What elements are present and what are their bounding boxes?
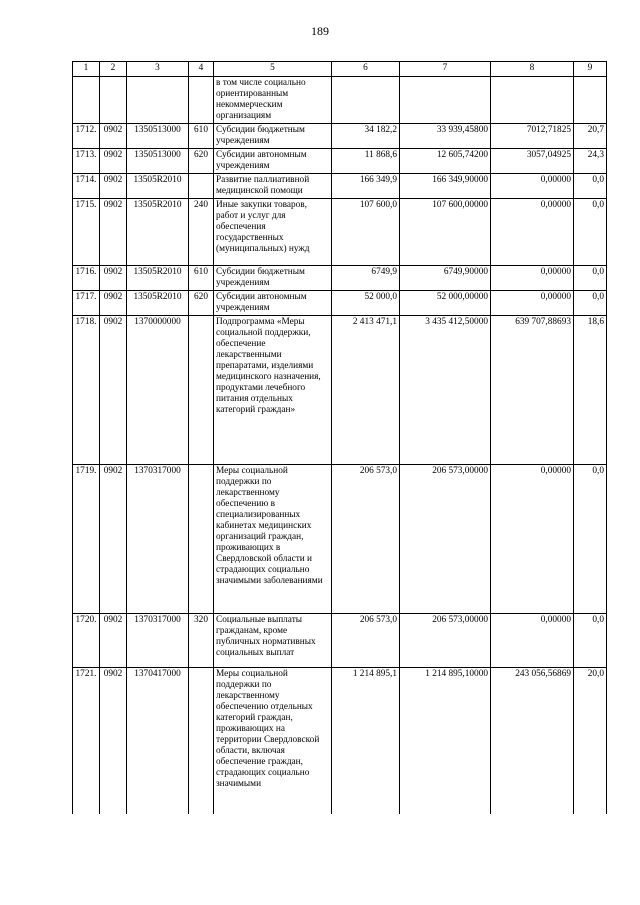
table-row (73, 614, 607, 668)
cell-empty (100, 77, 127, 124)
table-row (73, 149, 607, 174)
cell-empty (491, 77, 574, 124)
target-article-code: 13505R2010 (127, 199, 189, 266)
execution-percent: 18,6 (574, 316, 607, 465)
row-name: Субсидии автономным учреждениям (214, 149, 332, 174)
row-name: Меры социальной поддержки по лекарственному обеспечению отдельных категорий граждан, проживающих на территории Свердловской области, включая обеспечение граждан, страдающих социально значимыми (214, 668, 332, 815)
row-name: Социальные выплаты гражданам, кроме публичных нормативных социальных выплат (214, 614, 332, 668)
plan-amount: 34 182,2 (332, 124, 400, 149)
row-number: 1715. (73, 199, 100, 266)
plan-amount: 206 573,0 (332, 614, 400, 668)
cell-empty (332, 77, 400, 124)
expense-type-code: 620 (189, 149, 214, 174)
table-row (73, 668, 607, 815)
approved-amount: 107 600,00000 (400, 199, 491, 266)
execution-percent: 0,0 (574, 266, 607, 291)
expense-type-code: 620 (189, 291, 214, 316)
row-number: 1719. (73, 465, 100, 614)
executed-amount: 0,00000 (491, 199, 574, 266)
approved-amount: 52 000,00000 (400, 291, 491, 316)
table-row (73, 174, 607, 199)
row-number: 1718. (73, 316, 100, 465)
executed-amount: 639 707,88693 (491, 316, 574, 465)
approved-amount: 206 573,00000 (400, 465, 491, 614)
executed-amount: 243 056,56869 (491, 668, 574, 815)
continuation-row (73, 77, 607, 124)
row-name: Субсидии автономным учреждениям (214, 291, 332, 316)
cell-empty (73, 77, 100, 124)
row-name: Субсидии бюджетным учреждениям (214, 124, 332, 149)
page-number: 189 (311, 24, 329, 38)
plan-amount: 1 214 895,1 (332, 668, 400, 815)
approved-amount: 6749,90000 (400, 266, 491, 291)
approved-amount: 12 605,74200 (400, 149, 491, 174)
approved-amount: 3 435 412,50000 (400, 316, 491, 465)
expense-type-code (189, 668, 214, 815)
table-row (73, 124, 607, 149)
plan-amount: 11 868,6 (332, 149, 400, 174)
section-code: 0902 (100, 149, 127, 174)
row-number: 1717. (73, 291, 100, 316)
target-article-code: 1370417000 (127, 668, 189, 815)
target-article-code: 13505R2010 (127, 174, 189, 199)
plan-amount: 2 413 471,1 (332, 316, 400, 465)
row-name: Развитие паллиативной медицинской помощи (214, 174, 332, 199)
row-number: 1714. (73, 174, 100, 199)
target-article-code: 1370317000 (127, 614, 189, 668)
plan-amount: 6749,9 (332, 266, 400, 291)
expense-type-code: 240 (189, 199, 214, 266)
plan-amount: 206 573,0 (332, 465, 400, 614)
expense-type-code: 610 (189, 124, 214, 149)
row-name: Иные закупки товаров, работ и услуг для обеспечения государственных (муниципальных) нужд (214, 199, 332, 266)
table-row (73, 465, 607, 614)
column-header: 8 (491, 62, 574, 77)
section-code: 0902 (100, 614, 127, 668)
approved-amount: 33 939,45800 (400, 124, 491, 149)
row-number: 1712. (73, 124, 100, 149)
column-header: 3 (127, 62, 189, 77)
execution-percent: 0,0 (574, 465, 607, 614)
row-number: 1720. (73, 614, 100, 668)
column-header: 4 (189, 62, 214, 77)
target-article-code: 1370000000 (127, 316, 189, 465)
executed-amount: 7012,71825 (491, 124, 574, 149)
table-row (73, 291, 607, 316)
execution-percent: 24,3 (574, 149, 607, 174)
target-article-code: 1350513000 (127, 124, 189, 149)
row-name: Меры социальной поддержки по лекарственному обеспечению в специализированных кабинетах медицинских организаций граждан, проживающих в Свердловской области и страдающих социально значимыми заболеваниями (214, 465, 332, 614)
target-article-code: 13505R2010 (127, 291, 189, 316)
target-article-code: 1350513000 (127, 149, 189, 174)
approved-amount: 206 573,00000 (400, 614, 491, 668)
continuation-text: в том числе социально ориентированным некоммерческим организациям (214, 77, 332, 124)
cell-empty (574, 77, 607, 124)
execution-percent: 0,0 (574, 174, 607, 199)
row-name: Подпрограмма «Меры социальной поддержки, обеспечение лекарственными препаратами, изделиями медицинского назначения, продуктами лечебного питания отдельных категорий граждан» (214, 316, 332, 465)
section-code: 0902 (100, 266, 127, 291)
approved-amount: 166 349,90000 (400, 174, 491, 199)
executed-amount: 0,00000 (491, 465, 574, 614)
executed-amount: 0,00000 (491, 291, 574, 316)
plan-amount: 166 349,9 (332, 174, 400, 199)
section-code: 0902 (100, 174, 127, 199)
expense-type-code: 610 (189, 266, 214, 291)
column-header: 5 (214, 62, 332, 77)
expense-type-code (189, 316, 214, 465)
target-article-code: 13505R2010 (127, 266, 189, 291)
budget-table (72, 61, 607, 814)
table-row (73, 266, 607, 291)
column-header: 6 (332, 62, 400, 77)
section-code: 0902 (100, 291, 127, 316)
executed-amount: 0,00000 (491, 174, 574, 199)
table-row (73, 199, 607, 266)
section-code: 0902 (100, 124, 127, 149)
execution-percent: 20,7 (574, 124, 607, 149)
cell-empty (189, 77, 214, 124)
column-header: 1 (73, 62, 100, 77)
plan-amount: 52 000,0 (332, 291, 400, 316)
expense-type-code: 320 (189, 614, 214, 668)
column-header: 2 (100, 62, 127, 77)
header-row (73, 62, 607, 77)
plan-amount: 107 600,0 (332, 199, 400, 266)
row-name: Субсидии бюджетным учреждениям (214, 266, 332, 291)
column-header: 9 (574, 62, 607, 77)
row-number: 1721. (73, 668, 100, 815)
executed-amount: 0,00000 (491, 266, 574, 291)
execution-percent: 0,0 (574, 199, 607, 266)
cell-empty (400, 77, 491, 124)
execution-percent: 20,0 (574, 668, 607, 815)
section-code: 0902 (100, 199, 127, 266)
row-number: 1713. (73, 149, 100, 174)
expense-type-code (189, 174, 214, 199)
table-row (73, 316, 607, 465)
cell-empty (127, 77, 189, 124)
expense-type-code (189, 465, 214, 614)
row-number: 1716. (73, 266, 100, 291)
executed-amount: 3057,04925 (491, 149, 574, 174)
section-code: 0902 (100, 316, 127, 465)
execution-percent: 0,0 (574, 291, 607, 316)
target-article-code: 1370317000 (127, 465, 189, 614)
execution-percent: 0,0 (574, 614, 607, 668)
executed-amount: 0,00000 (491, 614, 574, 668)
section-code: 0902 (100, 668, 127, 815)
section-code: 0902 (100, 465, 127, 614)
column-header: 7 (400, 62, 491, 77)
approved-amount: 1 214 895,10000 (400, 668, 491, 815)
